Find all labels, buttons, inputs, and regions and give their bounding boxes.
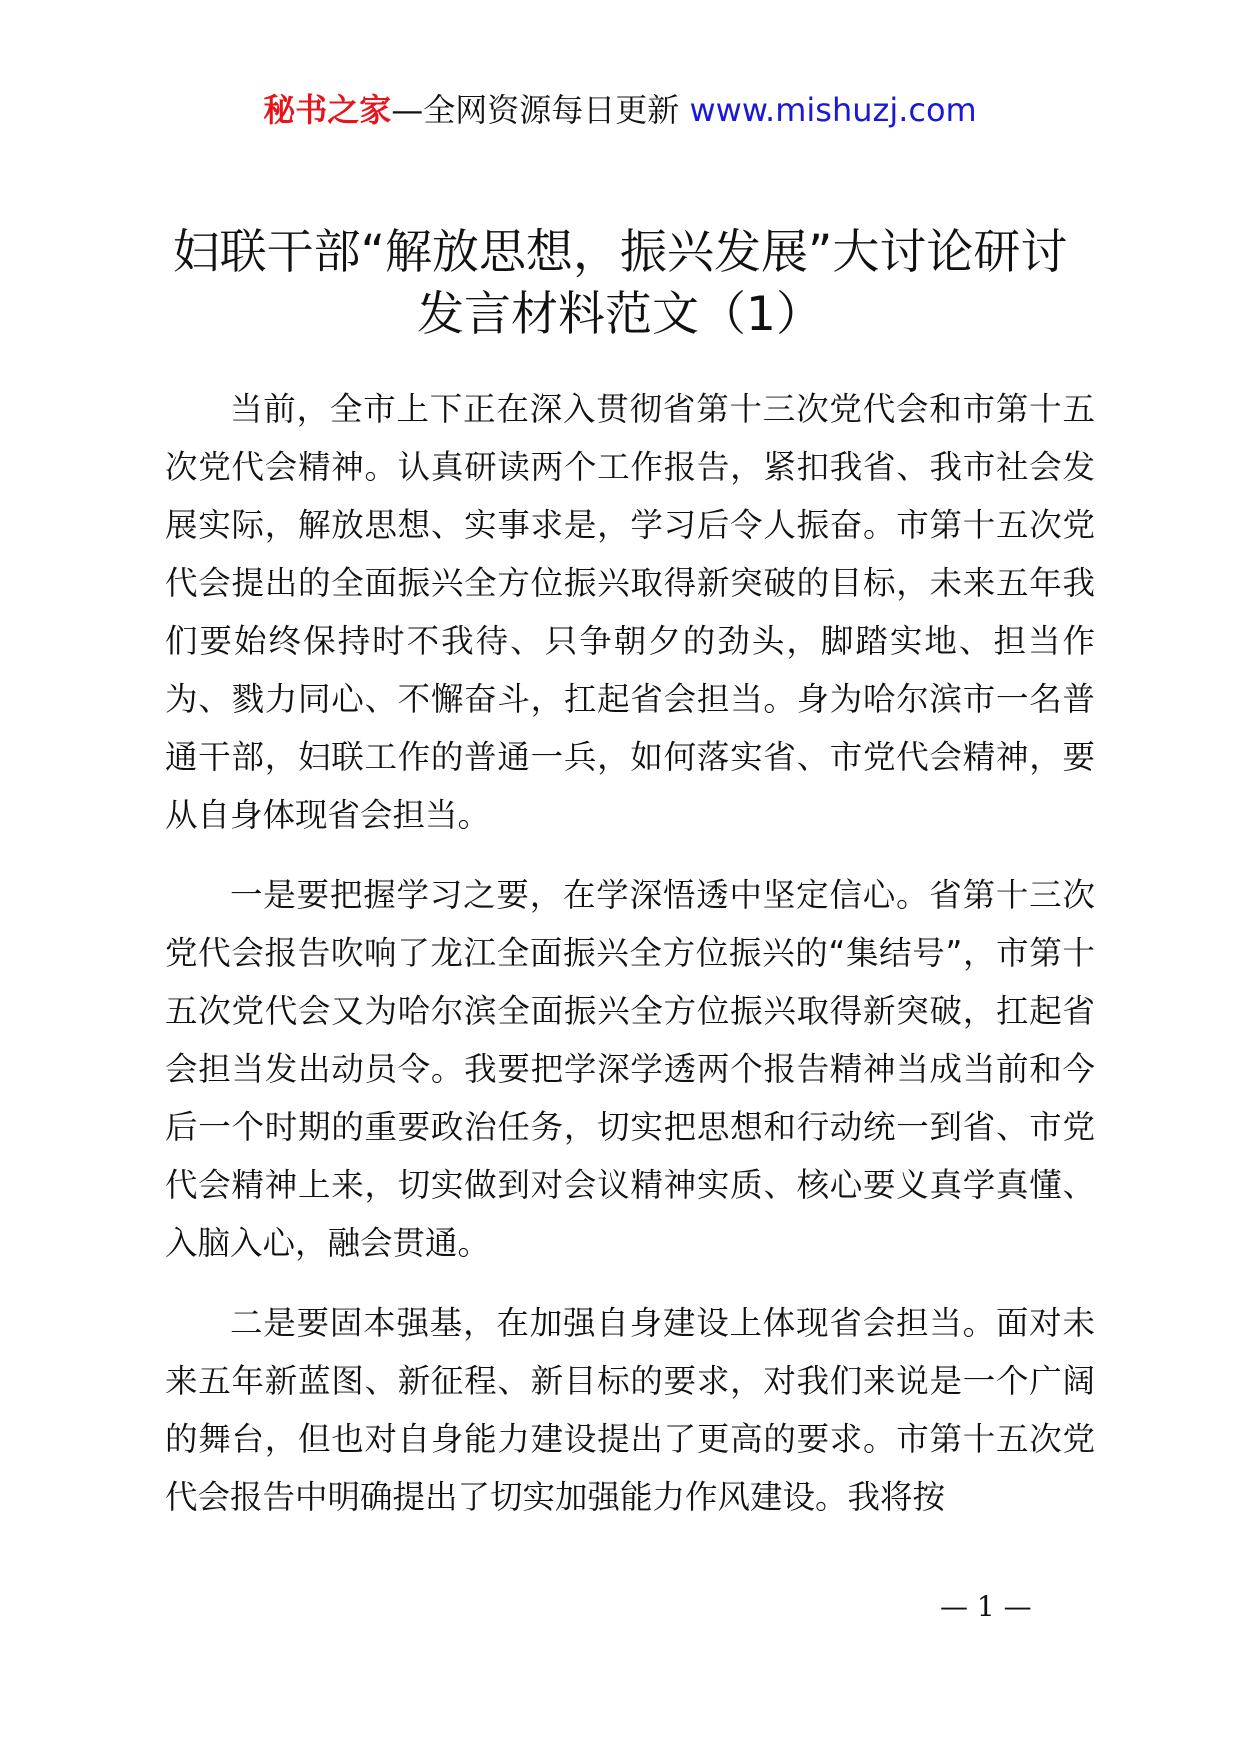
paragraph-point-one: 一是要把握学习之要，在学深悟透中坚定信心。省第十三次党代会报告吹响了龙江全面振兴全方位振兴的“集结号”，市第十五次党代会又为哈尔滨全面振兴全方位振兴取得新突破，扛起省会担当发出动员令。我要把学深学透两个报告精神当成当前和今后一个时期的重要政治任务，切实把思想和行动统一到省、市党代会精神上来，切实做到对会议精神实质、核心要义真学真懂、入脑入心，融会贯通。 bbox=[165, 876, 1095, 1262]
site-brand: 秘书之家 bbox=[263, 91, 392, 129]
paragraph-intro: 当前，全市上下正在深入贯彻省第十三次党代会和市第十五次党代会精神。认真研读两个工作报告，紧扣我省、我市社会发展实际，解放思想、实事求是，学习后令人振奋。市第十五次党代会提出的全面振兴全方位振兴取得新突破的目标，未来五年我们要始终保持时不我待、只争朝夕的劲头，脚踏实地、担当作为、戮力同心、不懈奋斗，扛起省会担当。身为哈尔滨市一名普通干部，妇联工作的普通一兵，如何落实省、市党代会精神，要从自身体现省会担当。 bbox=[165, 390, 1095, 834]
title-line-1: 妇联干部“解放思想，振兴发展”大讨论研讨 bbox=[172, 225, 1068, 280]
site-tagline: —全网资源每日更新 bbox=[391, 91, 680, 129]
paragraph-point-two: 二是要固本强基，在加强自身建设上体现省会担当。面对未来五年新蓝图、新征程、新目标的要求，对我们来说是一个广阔的舞台，但也对自身能力建设提出了更高的要求。市第十五次党代会报告中明确提出了切实加强能力作风建设。我将按 bbox=[165, 1304, 1095, 1516]
page-number: — 1 — bbox=[940, 1590, 1032, 1623]
document-body bbox=[165, 380, 1095, 1548]
document-title bbox=[120, 222, 1120, 346]
site-header bbox=[0, 90, 1240, 130]
title-line-2: 发言材料范文（1） bbox=[417, 287, 823, 342]
site-url-link[interactable]: www.mishuzj.com bbox=[689, 91, 977, 129]
